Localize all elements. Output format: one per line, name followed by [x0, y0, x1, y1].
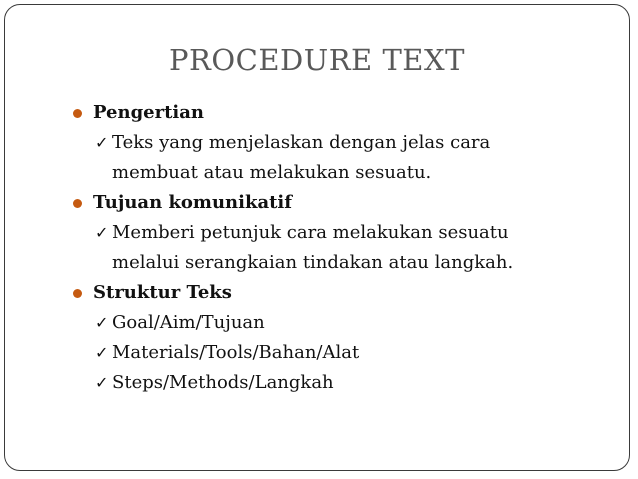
checkmark-icon: ✓ — [95, 223, 109, 242]
section-heading-text: Tujuan komunikatif — [93, 192, 293, 213]
check-list-item — [73, 218, 618, 278]
section-heading — [73, 278, 618, 308]
section-struktur-teks — [73, 278, 618, 398]
bullet-dot-icon — [73, 289, 82, 298]
check-list-item-text: Materials/Tools/Bahan/Alat — [112, 342, 360, 363]
slide-title: PROCEDURE TEXT — [169, 43, 465, 77]
checkmark-icon: ✓ — [95, 133, 109, 152]
check-list-item — [73, 368, 618, 398]
check-list-item-text: Memberi petunjuk cara melakukan sesuatu melalui serangkaian tindakan atau langkah. — [112, 222, 514, 273]
checkmark-icon: ✓ — [95, 343, 109, 362]
checkmark-icon: ✓ — [95, 373, 109, 392]
bullet-dot-icon — [73, 109, 82, 118]
slide-frame — [4, 4, 630, 471]
section-heading-text: Struktur Teks — [93, 282, 232, 303]
bullet-dot-icon — [73, 199, 82, 208]
check-list-item — [73, 308, 618, 338]
section-heading — [73, 188, 618, 218]
section-tujuan-komunikatif — [73, 188, 618, 278]
slide-content — [73, 98, 618, 398]
section-heading — [73, 98, 618, 128]
checkmark-icon: ✓ — [95, 313, 109, 332]
check-list-item — [73, 338, 618, 368]
check-list-item-text: Steps/Methods/Langkah — [112, 372, 334, 393]
section-pengertian — [73, 98, 618, 188]
check-list-item-text: Teks yang menjelaskan dengan jelas cara membuat atau melakukan sesuatu. — [112, 132, 491, 183]
section-heading-text: Pengertian — [93, 102, 205, 123]
check-list-item — [73, 128, 618, 188]
check-list-item-text: Goal/Aim/Tujuan — [112, 312, 265, 333]
